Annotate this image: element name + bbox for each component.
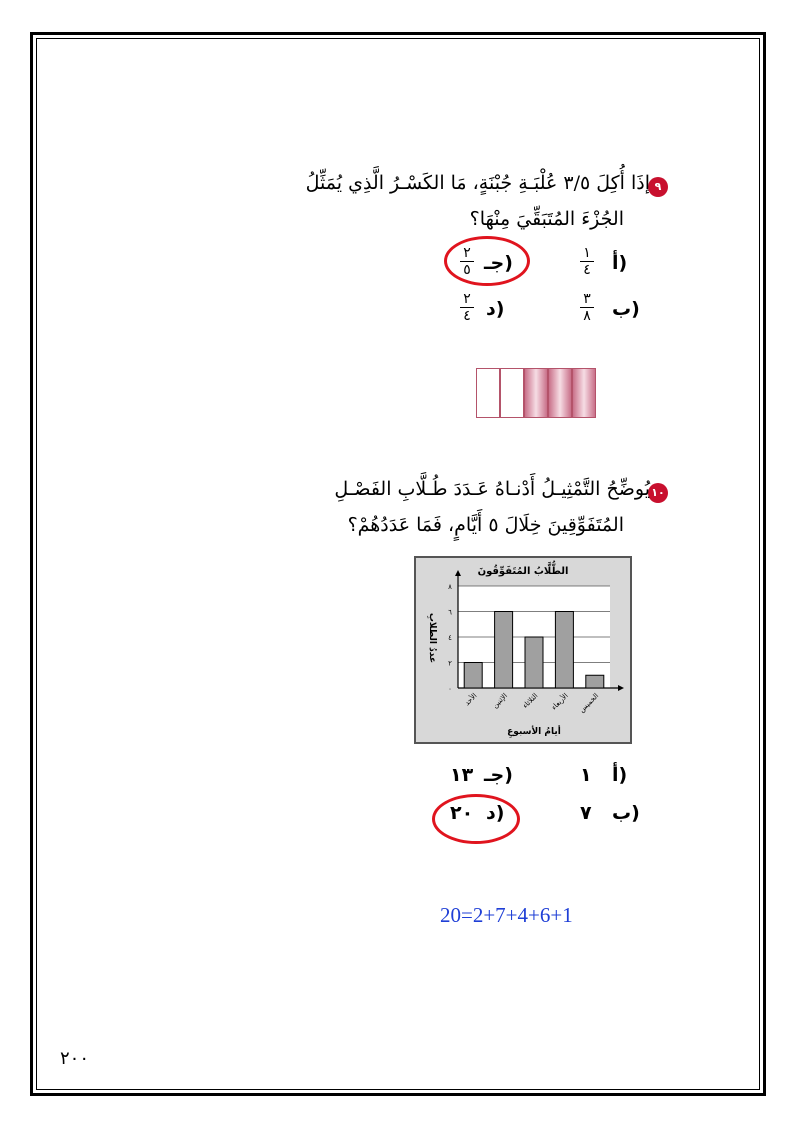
x-tick-label: الإثنين — [491, 691, 510, 710]
y-tick-label: ٤ — [448, 634, 452, 642]
q9-option-b-numerator: ٣ — [583, 291, 591, 307]
question-9-line-2: الجُزْءَ المُتَبَقِّيَ مِنْهَا؟ — [469, 208, 624, 230]
q10-option-c-letter[interactable]: جـ) — [484, 764, 513, 786]
bar-1 — [464, 663, 482, 689]
q9-option-a-numerator: ١ — [583, 245, 591, 261]
y-tick-label: ٠ — [448, 685, 452, 693]
q9-option-a-fraction — [580, 246, 594, 277]
q10-option-a-value: ١ — [580, 764, 592, 786]
strip-part-remaining — [500, 368, 524, 418]
q10-option-a-letter[interactable]: أ) — [612, 764, 628, 786]
y-tick-label: ٦ — [448, 608, 452, 617]
question-10-badge: ١٠ — [648, 483, 668, 503]
x-axis-arrow — [618, 685, 624, 691]
bar-4 — [555, 612, 573, 689]
question-9-line-1: إذَا أُكِلَ ٣/٥ عُلْبَـةِ جُبْنَةٍ، مَا الكَسْـرُ الَّذِي يُمَثِّلُ — [305, 172, 650, 194]
x-tick-label: الأربعاء — [549, 691, 570, 712]
bar-2 — [495, 612, 513, 689]
page-number: ٢٠٠ — [60, 1048, 90, 1069]
q9-option-d-denominator: ٤ — [463, 308, 471, 324]
q9-option-a-letter[interactable]: أ) — [612, 252, 628, 274]
q9-option-c-denominator: ٥ — [463, 262, 471, 278]
y-axis-title: عددُ الطلابِ — [427, 612, 437, 664]
q10-option-d-letter[interactable]: د) — [486, 802, 505, 824]
q9-option-d-fraction — [460, 292, 474, 323]
answer-formula: 20=2+7+4+6+1 — [440, 903, 573, 927]
y-tick-label: ٨ — [448, 583, 452, 591]
strip-part-eaten — [572, 368, 596, 418]
y-axis-arrow — [455, 570, 461, 576]
q9-option-d-letter[interactable]: د) — [486, 298, 505, 320]
q9-option-d-numerator: ٢ — [463, 291, 471, 307]
q10-option-b-value: ٧ — [580, 802, 592, 824]
x-tick-label: الأحد — [463, 691, 479, 708]
strip-part-eaten — [524, 368, 548, 418]
q10-option-d-value: ٢٠ — [450, 802, 474, 824]
q9-answer-circle — [444, 236, 530, 286]
x-tick-label: الخميس — [577, 691, 601, 715]
bar-chart — [414, 556, 632, 744]
q10-answer-circle — [432, 794, 520, 844]
x-tick-label: الثلاثاء — [521, 691, 540, 710]
strip-part-eaten — [548, 368, 572, 418]
bar-chart-svg — [416, 558, 630, 742]
q9-option-c-letter[interactable]: جـ) — [484, 252, 513, 274]
bar-5 — [586, 675, 604, 688]
q9-option-b-fraction — [580, 292, 594, 323]
q9-option-a-denominator: ٤ — [583, 262, 591, 278]
x-axis-title: أيامُ الأسبوعِ — [507, 727, 561, 737]
bar-3 — [525, 637, 543, 688]
q9-option-b-letter[interactable]: ب) — [612, 298, 640, 320]
q10-option-c-value: ١٣ — [450, 764, 474, 786]
question-10-line-1: يُوضِّحُ التَّمْثِيـلُ أَدْنـاهُ عَـدَدَ طُـلَّابِ الفَصْـلِ — [334, 478, 650, 500]
y-tick-label: ٢ — [448, 659, 452, 668]
question-9-badge: ٩ — [648, 177, 668, 197]
q9-option-c-numerator: ٢ — [463, 245, 471, 261]
question-10-line-2: المُتَفَوِّقِينَ خِلَالَ ٥ أَيَّامٍ، فَمَا عَدَدُهُمْ؟ — [347, 514, 624, 536]
q10-option-b-letter[interactable]: ب) — [612, 802, 640, 824]
page-border-inner — [36, 38, 760, 1090]
chart-title: الطُّلَّابُ المُتَفَوِّقُونَ — [477, 566, 569, 577]
q9-option-b-denominator: ٨ — [583, 308, 591, 324]
strip-part-remaining — [476, 368, 500, 418]
